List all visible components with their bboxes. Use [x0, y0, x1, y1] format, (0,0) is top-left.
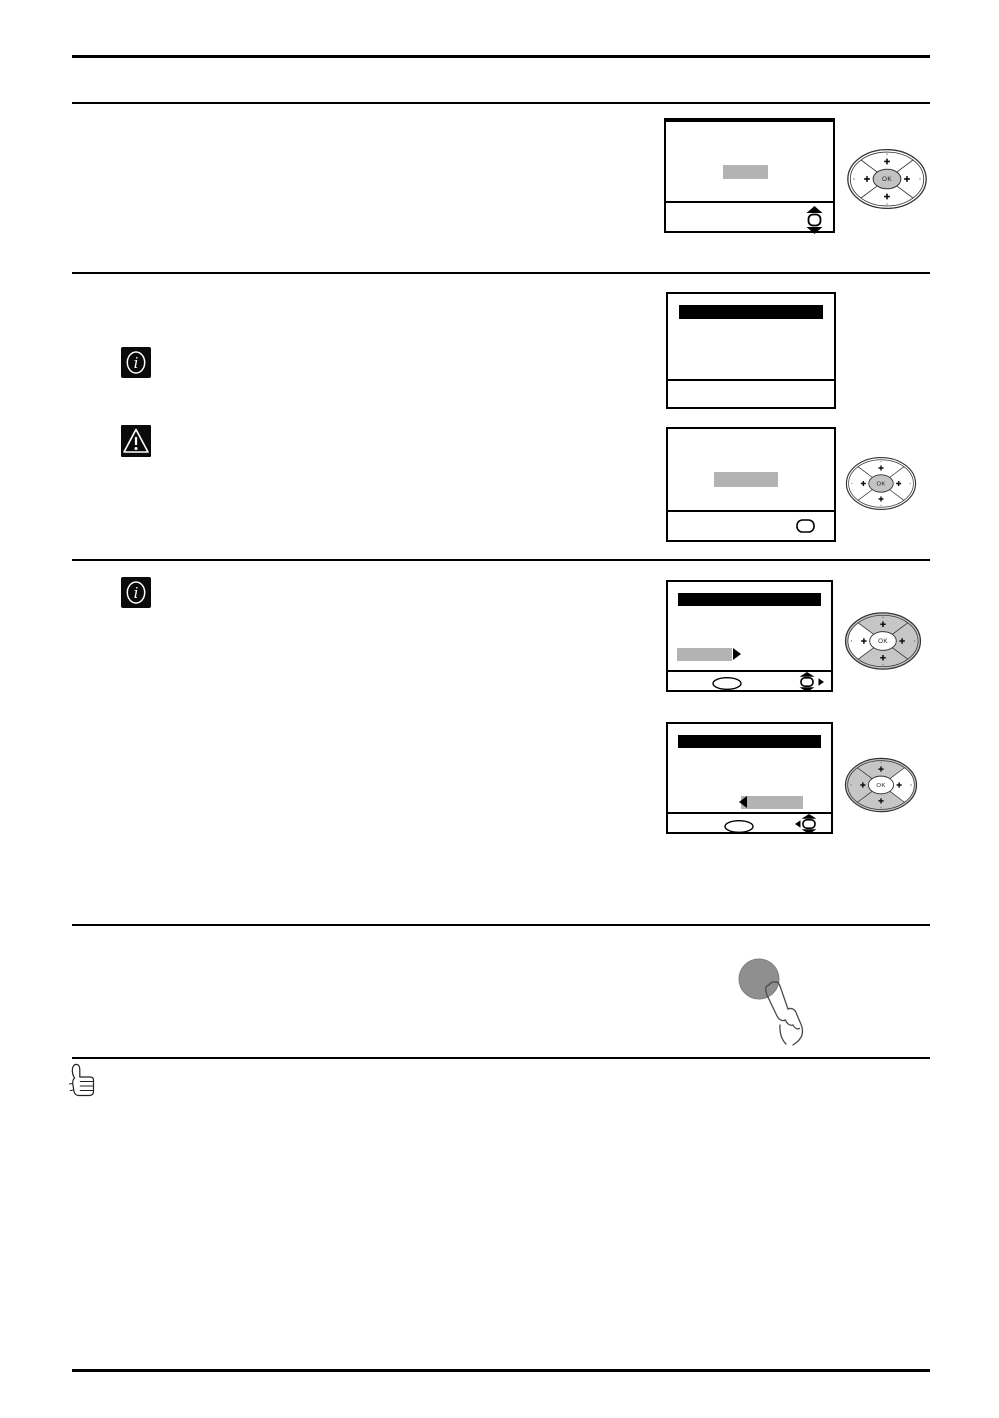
- ok-label: OK: [881, 176, 893, 184]
- tv-screen-diagram-3: [666, 427, 836, 542]
- section-divider-rule: [72, 924, 930, 926]
- finger-pressing-button-icon: [737, 957, 819, 1047]
- dpad-4: [844, 756, 918, 814]
- pill-button-icon: [724, 820, 754, 833]
- rounded-button-icon: [796, 519, 815, 533]
- screen-divider: [668, 510, 834, 512]
- section-divider-rule: [72, 1057, 930, 1059]
- info-glyph: i: [133, 354, 139, 372]
- ok-label: OK: [878, 637, 888, 645]
- left-up-down-arrows-button-icon: [794, 814, 822, 834]
- up-down-right-arrows-button-icon: [797, 672, 825, 692]
- ok-label: OK: [876, 481, 886, 488]
- tv-screen-diagram-5: [666, 722, 833, 834]
- menu-selection-bar: [741, 796, 803, 809]
- section-divider-rule: [72, 272, 930, 274]
- dpad-1: [846, 148, 928, 210]
- menu-title-bar: [678, 735, 821, 748]
- ok-label: OK: [876, 782, 886, 789]
- header-bottom-rule: [72, 102, 930, 104]
- screen-divider: [668, 379, 834, 381]
- thumbs-up-icon: [67, 1061, 97, 1099]
- up-down-arrows-button-icon: [806, 206, 823, 234]
- tv-screen-diagram-4: [666, 580, 833, 692]
- warning-triangle-icon: [121, 425, 151, 457]
- header-top-rule: [72, 55, 930, 58]
- arrow-left-icon: [739, 796, 747, 808]
- menu-placeholder-box: [723, 165, 768, 179]
- arrow-right-icon: [733, 648, 741, 660]
- footer-rule: [72, 1369, 930, 1372]
- tv-screen-diagram-2: [666, 292, 836, 409]
- section-divider-rule: [72, 559, 930, 561]
- tv-screen-diagram-1: [664, 118, 835, 233]
- menu-title-bar: [679, 305, 823, 319]
- screen-divider: [666, 201, 833, 203]
- info-icon: [121, 347, 151, 378]
- pill-button-icon: [712, 677, 742, 690]
- menu-selection-bar: [677, 648, 732, 661]
- menu-placeholder-box: [714, 472, 778, 487]
- dpad-3: [844, 611, 922, 671]
- info-glyph: i: [133, 584, 139, 602]
- menu-title-bar: [678, 593, 821, 606]
- info-icon: [121, 577, 151, 608]
- dpad-2: [845, 455, 917, 512]
